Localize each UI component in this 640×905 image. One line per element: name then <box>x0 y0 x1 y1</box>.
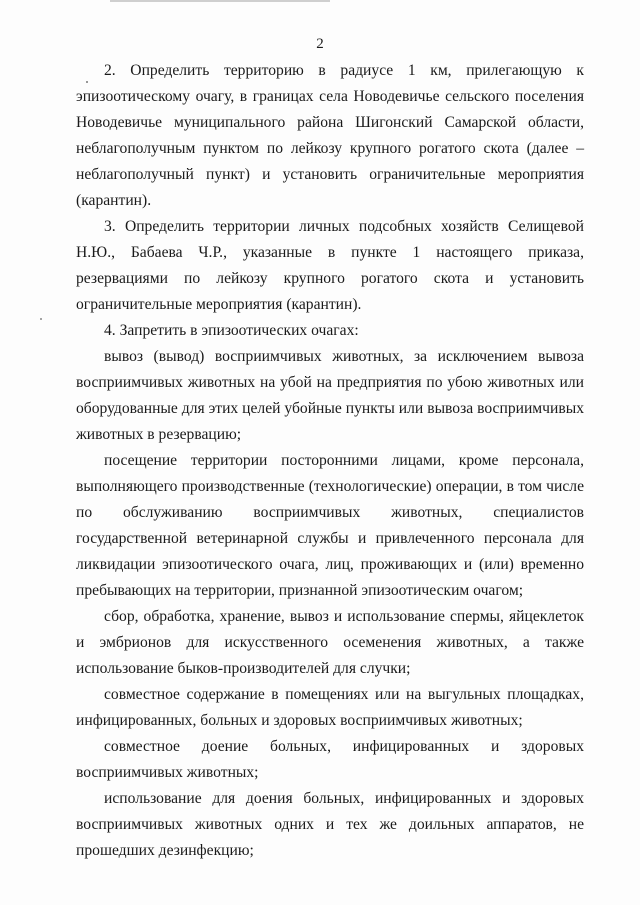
scan-edge-line <box>110 0 330 2</box>
paragraph-item-3: 3. Определить территории личных подсобных хозяйств Селищевой Н.Ю., Бабаева Ч.Р., указанные в пункте 1 настоящего приказа, резервациями по лейкозу крупного рогатого скота и установить ограничительные мероприятия (карантин). <box>76 218 584 313</box>
page-number: 2 <box>316 36 324 52</box>
paragraph-item-2: 2. Определить территорию в радиусе 1 км, прилегающую к эпизоотическому очагу, в границах села Новодевичье сельского поселения Новодевичье муниципального района Шигонский Самарской области, неблагополучным пунктом по лейкозу крупного рогатого скота (далее – неблагополучный пункт) и установить ограничительные мероприятия (карантин). <box>76 62 584 209</box>
document-body <box>76 58 584 864</box>
prohibition-milking-machines: использование для доения больных, инфицированных и здоровых восприимчивых животных одних и тех же доильных аппаратов, не прошедших дезинфекцию; <box>76 790 584 859</box>
paragraph-item-4: 4. Запретить в эпизоотических очагах: <box>104 322 359 339</box>
prohibition-joint-keeping: совместное содержание в помещениях или на выгульных площадках, инфицированных, больных и здоровых восприимчивых животных; <box>76 686 584 729</box>
prohibition-joint-milking: совместное доение больных, инфицированных и здоровых восприимчивых животных; <box>76 738 584 781</box>
prohibition-export: вывоз (вывод) восприимчивых животных, за исключением вывоза восприимчивых животных на убой на предприятия по убою животных или оборудованные для этих целей убойные пункты или вывоза восприимчивых животных в резервацию; <box>76 348 584 443</box>
prohibition-visits: посещение территории посторонними лицами, кроме персонала, выполняющего производственные (технологические) операции, в том числе по обслуживанию восприимчивых животных, специалистов государственной ветеринарной службы и привлеченного персонала для ликвидации эпизоотического очага, лиц, проживающих и (или) временно пребывающих на территории, признанной эпизоотическим очагом; <box>76 452 584 599</box>
prohibition-semen: сбор, обработка, хранение, вывоз и использование спермы, яйцеклеток и эмбрионов для искусственного осеменения животных, а также использование быков-производителей для случки; <box>76 608 584 677</box>
scan-speck <box>40 318 42 320</box>
